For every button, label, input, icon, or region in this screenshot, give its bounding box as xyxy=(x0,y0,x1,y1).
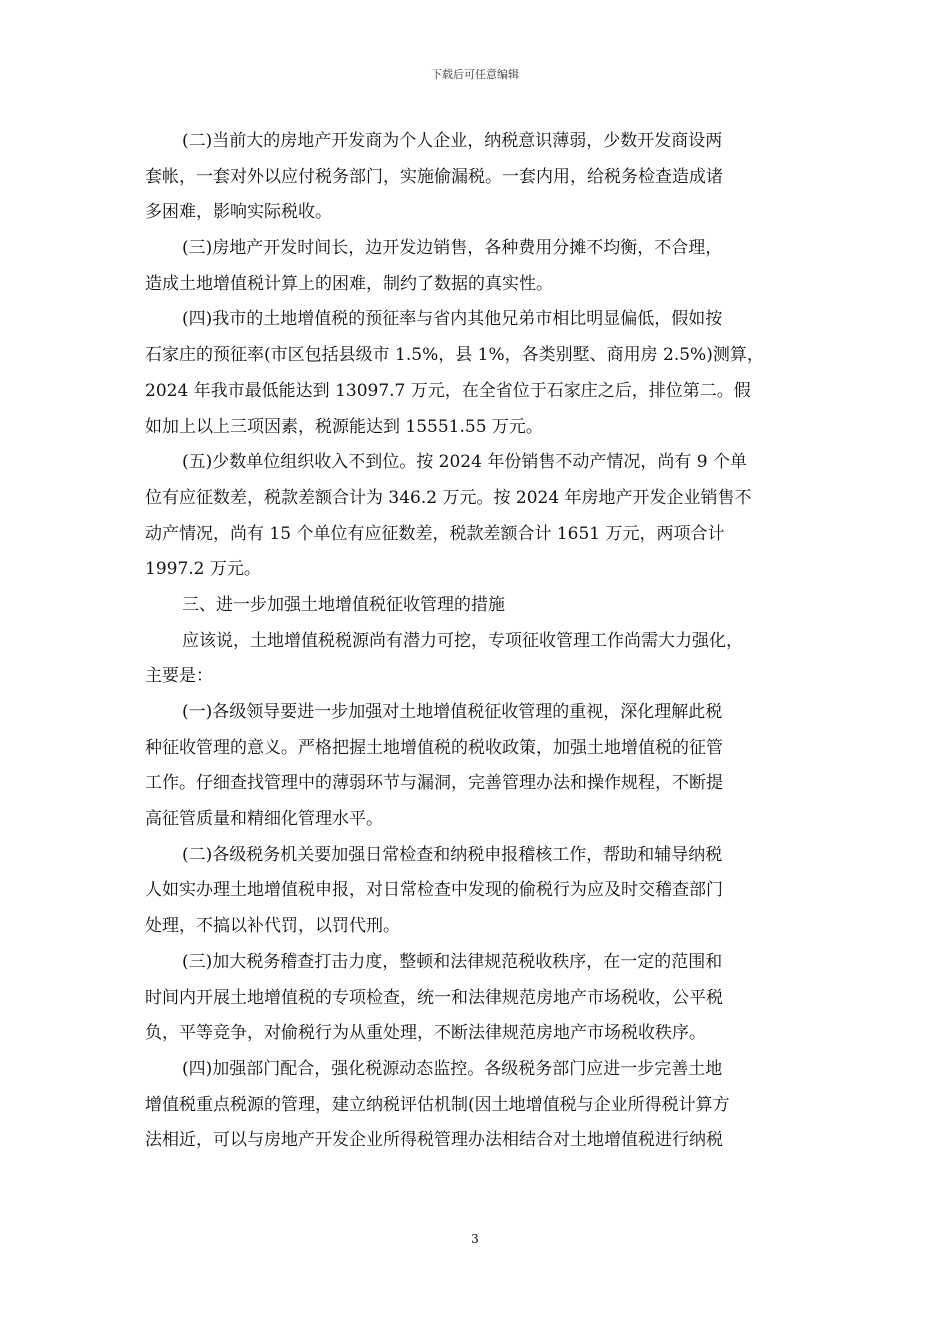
text-line: (三)加大税务稽查打击力度，整顿和法律规范税收秩序，在一定的范围和 xyxy=(182,951,723,972)
text-line: 1997.2 万元。 xyxy=(145,559,261,580)
text-line: 负，平等竞争，对偷税行为从重处理，不断法律规范房地产市场税收秩序。 xyxy=(145,1023,706,1044)
text-line: (四)加强部门配合，强化税源动态监控。各级税务部门应进一步完善土地 xyxy=(182,1058,723,1079)
paragraph xyxy=(145,231,810,302)
text-line: 主要是： xyxy=(145,666,213,687)
text-line: 应该说，土地增值税税源尚有潜力可挖，专项征收管理工作尚需大力强化， xyxy=(182,630,743,651)
text-line: 位有应征数差，税款差额合计为 346.2 万元。按 2024 年房地产开发企业销售不 xyxy=(145,487,752,508)
paragraph xyxy=(145,695,810,838)
text-line: 法相近，可以与房地产开发企业所得税管理办法相结合对土地增值税进行纳税 xyxy=(145,1130,723,1151)
text-line: (三)房地产开发时间长，边开发边销售，各种费用分摊不均衡，不合理， xyxy=(182,238,723,259)
paragraph xyxy=(145,838,810,945)
page-header: 下载后可任意编辑 xyxy=(431,68,519,81)
text-line: 工作。仔细查找管理中的薄弱环节与漏洞，完善管理办法和操作规程，不断提 xyxy=(145,773,723,794)
text-line: 石家庄的预征率(市区包括县级市 1.5%，县 1%，各类别墅、商用房 2.5%)测算， xyxy=(145,345,764,366)
paragraph xyxy=(145,624,810,695)
text-line: 2024 年我市最低能达到 13097.7 万元，在全省位于石家庄之后，排位第二。假 xyxy=(145,380,751,401)
text-line: 三、进一步加强土地增值税征收管理的措施 xyxy=(182,594,505,615)
paragraph xyxy=(145,1052,810,1159)
text-line: 种征收管理的意义。严格把握土地增值税的税收政策，加强土地增值税的征管 xyxy=(145,737,723,758)
text-line: 如加上以上三项因素，税源能达到 15551.55 万元。 xyxy=(145,416,543,437)
text-line: 时间内开展土地增值税的专项检查，统一和法律规范房地产市场税收，公平税 xyxy=(145,987,723,1008)
text-line: 套帐，一套对外以应付税务部门，实施偷漏税。一套内用，给税务检查造成诸 xyxy=(145,166,723,187)
text-line: 动产情况，尚有 15 个单位有应征数差，税款差额合计 1651 万元，两项合计 xyxy=(145,523,725,544)
text-line: (五)少数单位组织收入不到位。按 2024 年份销售不动产情况，尚有 9 个单 xyxy=(182,452,747,473)
paragraph xyxy=(145,302,810,445)
text-line: 高征管质量和精细化管理水平。 xyxy=(145,809,383,830)
text-line: (一)各级领导要进一步加强对土地增值税征收管理的重视，深化理解此税 xyxy=(182,702,723,722)
document-body xyxy=(145,124,810,1159)
text-line: 增值税重点税源的管理，建立纳税评估机制(因土地增值税与企业所得税计算方 xyxy=(145,1094,730,1115)
text-line: (二)各级税务机关要加强日常检查和纳税申报稽核工作，帮助和辅导纳税 xyxy=(182,844,723,865)
paragraph xyxy=(145,124,810,231)
section-heading xyxy=(145,588,810,624)
text-line: 处理，不搞以补代罚，以罚代刑。 xyxy=(145,916,400,937)
text-line: 造成土地增值税计算上的困难，制约了数据的真实性。 xyxy=(145,273,553,294)
text-line: (二)当前大的房地产开发商为个人企业，纳税意识薄弱，少数开发商设两 xyxy=(182,131,723,151)
text-line: 人如实办理土地增值税申报，对日常检查中发现的偷税行为应及时交稽查部门 xyxy=(145,880,723,901)
text-line: (四)我市的土地增值税的预征率与省内其他兄弟市相比明显偏低，假如按 xyxy=(182,309,723,330)
paragraph xyxy=(145,445,810,588)
paragraph xyxy=(145,945,810,1052)
text-line: 多困难，影响实际税收。 xyxy=(145,202,332,223)
page-number: 3 xyxy=(471,1232,479,1246)
